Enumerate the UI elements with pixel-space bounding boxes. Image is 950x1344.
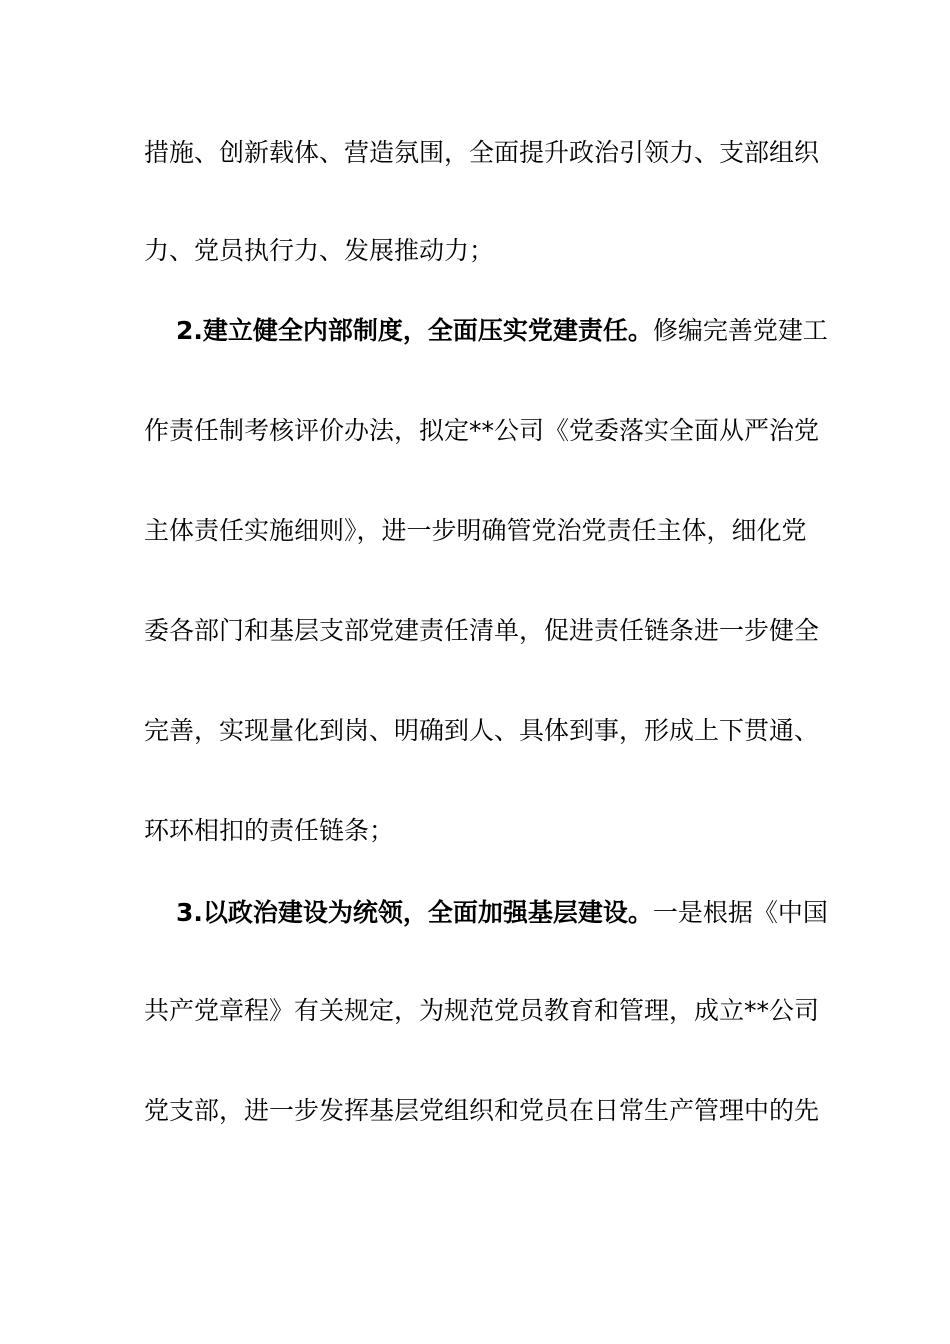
paragraph-item-2 [176, 314, 828, 348]
body-text-line: 党支部，进一步发挥基层党组织和党员在日常生产管理中的先 [144, 1096, 820, 1125]
body-text-line: 环环相扣的责任链条； [144, 816, 395, 845]
paragraph-item-3 [176, 896, 828, 930]
body-text-line: 力、党员执行力、发展推动力； [144, 236, 495, 265]
body-text-line: 共产党章程》有关规定，为规范党员教育和管理，成立**公司 [144, 996, 820, 1025]
body-text-line: 措施、创新载体、营造氛围，全面提升政治引领力、支部组织 [144, 138, 820, 167]
item-2-heading: 2.建立健全内部制度，全面压实党建责任。 [176, 316, 653, 345]
item-3-heading: 3.以政治建设为统领，全面加强基层建设。 [176, 898, 653, 927]
body-text-inline: 一是根据《中国 [652, 898, 828, 927]
body-text-inline: 修编完善党建工 [652, 316, 828, 345]
body-text-line: 作责任制考核评价办法，拟定**公司《党委落实全面从严治党 [144, 416, 820, 445]
body-text-line: 完善，实现量化到岗、明确到人、具体到事，形成上下贯通、 [144, 716, 820, 745]
body-text-line: 委各部门和基层支部党建责任清单，促进责任链条进一步健全 [144, 616, 820, 645]
body-text-line: 主体责任实施细则》，进一步明确管党治党责任主体，细化党 [144, 516, 807, 545]
